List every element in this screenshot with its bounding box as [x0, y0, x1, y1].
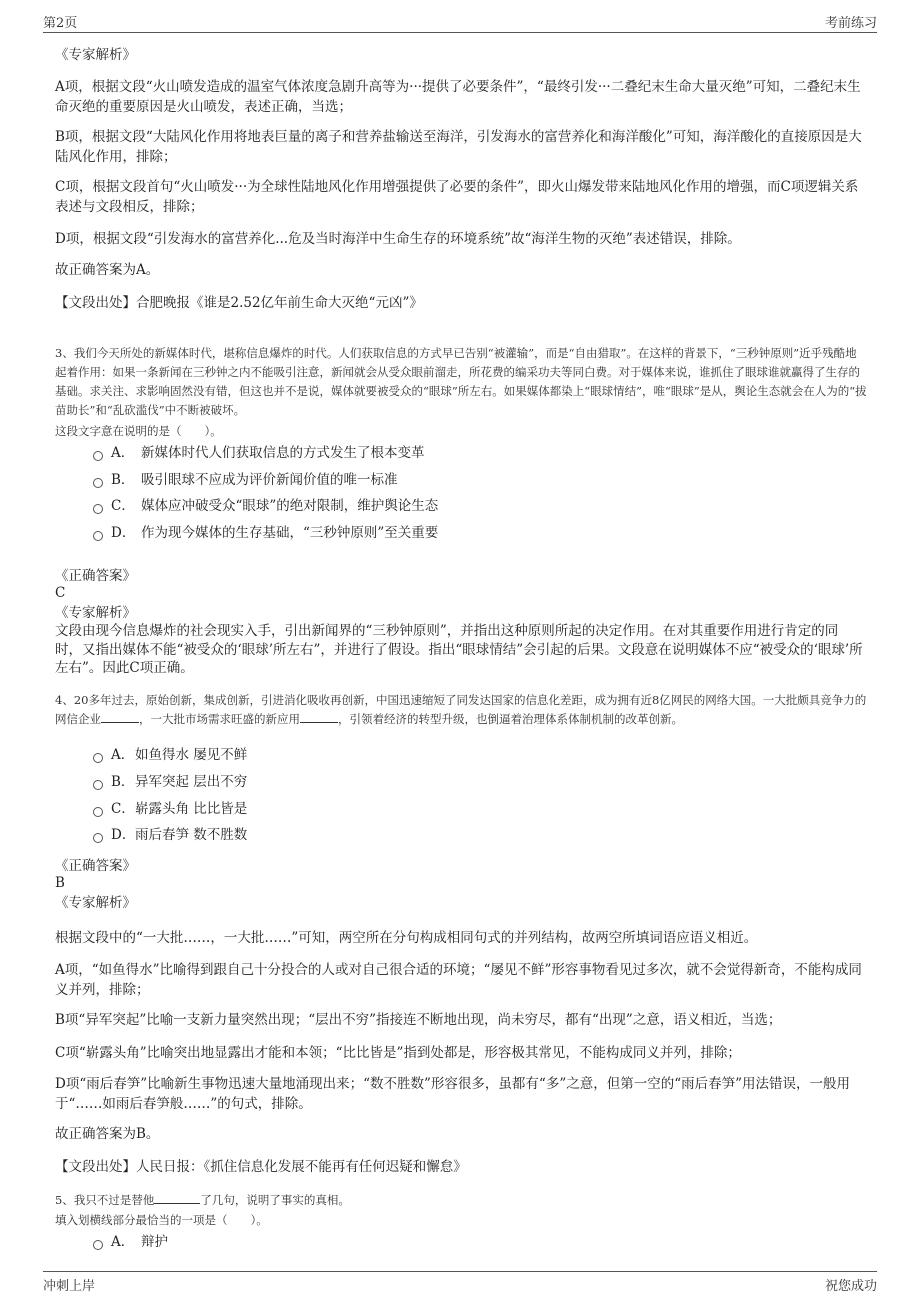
q2-analysis-a: A项，根据文段“火山喷发造成的温室气体浓度急剧升高等为···提供了必要条件”，“最终引发···二叠纪末生命大量灭绝”可知，二叠纪末生命灭绝的重要原因是火山喷发，表述正确，当选； [55, 79, 861, 115]
q2-analysis-b: B项，根据文段“大陆风化作用将地表巨量的离子和营养盐输送至海洋，引发海水的富营养化和海洋酸化”可知，海洋酸化的直接原因是大陆风化作用，排除； [55, 129, 862, 165]
q4-expert-label: 《专家解析》 [55, 895, 136, 911]
q4-answer-label: 《正确答案》 [55, 858, 136, 874]
option-text: 吸引眼球不应成为评价新闻价值的唯一标准 [141, 472, 398, 488]
q5-option-a[interactable] [93, 1233, 168, 1251]
q4-conclusion: 故正确答案为B。 [55, 1126, 160, 1142]
q4-option-c[interactable] [93, 800, 247, 818]
q4-stem-part1: 4、20多年过去，原始创新，集成创新，引进消化吸收再创新，中国迅速缩短了同发达国家的信息化差距，成为拥有近8亿网民的网络大国。一大批颇具竞争力的网信企业 [55, 693, 867, 726]
q4-blank-1 [101, 710, 139, 723]
q4-analysis-a: A项，“如鱼得水”比喻得到跟自己十分投合的人或对自己很合适的环境；“屡见不鲜”形容事物看见过多次，就不会觉得新奇，不能构成同义并列，排除； [55, 962, 862, 998]
q2-expert-label: 《专家解析》 [55, 47, 136, 63]
option-text: 异军突起 层出不穷 [135, 774, 248, 790]
q3-answer-label: 《正确答案》 [55, 568, 136, 584]
q2-analysis-d: D项，根据文段“引发海水的富营养化...危及当时海洋中生命生存的环境系统”故“海洋生物的灭绝”表述错误，排除。 [55, 231, 741, 247]
q3-question: 这段文字意在说明的是（ ）。 [55, 424, 222, 438]
q3-option-d[interactable] [93, 524, 438, 542]
q4-source: 【文段出处】人民日报：《抓住信息化发展不能再有任何迟疑和懈怠》 [55, 1159, 467, 1175]
q3-expert-label: 《专家解析》 [55, 605, 136, 621]
option-letter: A． [111, 445, 135, 461]
option-letter: D． [111, 827, 136, 843]
q3-option-b[interactable] [93, 471, 398, 489]
q3-answer: C [55, 585, 66, 601]
radio-icon[interactable] [93, 1240, 103, 1250]
radio-icon[interactable] [93, 780, 103, 790]
q3-stem: 3、我们今天所处的新媒体时代，堪称信息爆炸的时代。人们获取信息的方式早已告别“被灌输”，而是“自由猎取”。在这样的背景下，“三秒钟原则”近乎残酷地起着作用：如果一条新闻在三秒钟之内不能吸引注意，新闻就会从受众眼前溜走，所花费的编采功夫等同白费。对于媒体来说，谁抓住了眼球谁就赢得了生存的基础。求关注、求影响固然没有错，但这也并不是说，媒体就要被受众的“眼球”所左右。如果媒体都染上“眼球情结”，唯“眼球”是从，舆论生态就会在人为的“拔苗助长”和“乱砍滥伐”中不断被破坏。 [55, 346, 867, 417]
radio-icon[interactable] [93, 451, 103, 461]
q4-blank-2 [300, 710, 338, 723]
q5-stem-part2: 了几句，说明了事实的真相。 [200, 1193, 350, 1207]
radio-icon[interactable] [93, 478, 103, 488]
q4-analysis-c: C项“崭露头角”比喻突出地显露出才能和本领；“比比皆是”指到处都是，形容极其常见，不能构成同义并列，排除； [55, 1045, 741, 1061]
option-text: 新媒体时代人们获取信息的方式发生了根本变革 [141, 445, 425, 461]
option-text: 媒体应冲破受众“眼球”的绝对限制，维护舆论生态 [141, 498, 439, 514]
option-letter: C． [111, 801, 135, 817]
q2-analysis-c: C项，根据文段首句“火山喷发···为全球性陆地风化作用增强提供了必要的条件”，即火山爆发带来陆地风化作用的增强，而C项逻辑关系表述与文段相反，排除； [55, 179, 859, 215]
footer-right-text: 祝您成功 [824, 1279, 877, 1294]
q4-analysis-d: D项“雨后春笋”比喻新生事物迅速大量地涌现出来；“数不胜数”形容很多，虽都有“多”之意，但第一空的“雨后春笋”用法错误，一般用于“……如雨后春笋般……”的句式，排除。 [55, 1076, 851, 1112]
q5-question: 填入划横线部分最恰当的一项是（ ）。 [55, 1213, 268, 1227]
q5-stem-part1: 5、我只不过是替他 [55, 1193, 155, 1207]
option-text: 崭露头角 比比皆是 [135, 801, 248, 817]
option-letter: A． [111, 1234, 135, 1250]
q3-option-c[interactable] [93, 497, 438, 515]
page-number: 第2页 [43, 16, 78, 31]
q4-analysis-intro: 根据文段中的“一大批……，一大批……”可知，两空所在分句构成相同句式的并列结构，故两空所填词语应语义相近。 [55, 930, 758, 946]
q5-stem [55, 1191, 867, 1210]
option-text: 辩护 [141, 1234, 168, 1250]
q2-answer: 故正确答案为A。 [55, 262, 160, 278]
radio-icon[interactable] [93, 504, 103, 514]
option-text: 雨后春笋 数不胜数 [135, 827, 248, 843]
option-letter: C． [111, 498, 135, 514]
option-letter: B． [111, 472, 135, 488]
q4-option-b[interactable] [93, 773, 247, 791]
q4-option-d[interactable] [93, 826, 247, 844]
radio-icon[interactable] [93, 833, 103, 843]
option-letter: A． [111, 747, 135, 763]
option-text: 如鱼得水 屡见不鲜 [135, 747, 248, 763]
q2-source: 【文段出处】合肥晚报《谁是2.52亿年前生命大灭绝“元凶”》 [55, 295, 423, 311]
footer-left-text: 冲刺上岸 [43, 1279, 96, 1294]
q3-analysis: 文段由现今信息爆炸的社会现实入手，引出新闻界的“三秒钟原则”，并指出这种原则所起的决定作用。在对其重要作用进行肯定的同时，又指出媒体不能“被受众的‘眼球’所左右”，并进行了假设。指出“眼球情结”会引起的后果。文段意在说明媒体不应“被受众的‘眼球’所左右”。因此C项正确。 [55, 623, 863, 676]
q4-stem-part3: ，引领着经济的转型升级，也倒逼着治理体系体制机制的改革创新。 [338, 712, 683, 726]
page-footer [43, 1271, 877, 1294]
q4-stem [55, 691, 867, 729]
q4-answer: B [55, 875, 65, 891]
page-header [43, 12, 877, 33]
q4-stem-part2: ，一大批市场需求旺盛的新应用 [139, 712, 300, 726]
q4-analysis-b: B项“异军突起”比喻一支新力量突然出现；“层出不穷”指接连不断地出现，尚未穷尽，都有“出现”之意，语义相近，当选； [55, 1012, 782, 1028]
q5-blank [154, 1191, 200, 1204]
option-letter: D． [111, 525, 136, 541]
radio-icon[interactable] [93, 531, 103, 541]
option-text: 作为现今媒体的生存基础，“三秒钟原则”至关重要 [141, 525, 439, 541]
radio-icon[interactable] [93, 753, 103, 763]
radio-icon[interactable] [93, 807, 103, 817]
option-letter: B． [111, 774, 135, 790]
q3-option-a[interactable] [93, 444, 425, 462]
header-title: 考前练习 [824, 16, 877, 31]
q4-option-a[interactable] [93, 746, 247, 764]
